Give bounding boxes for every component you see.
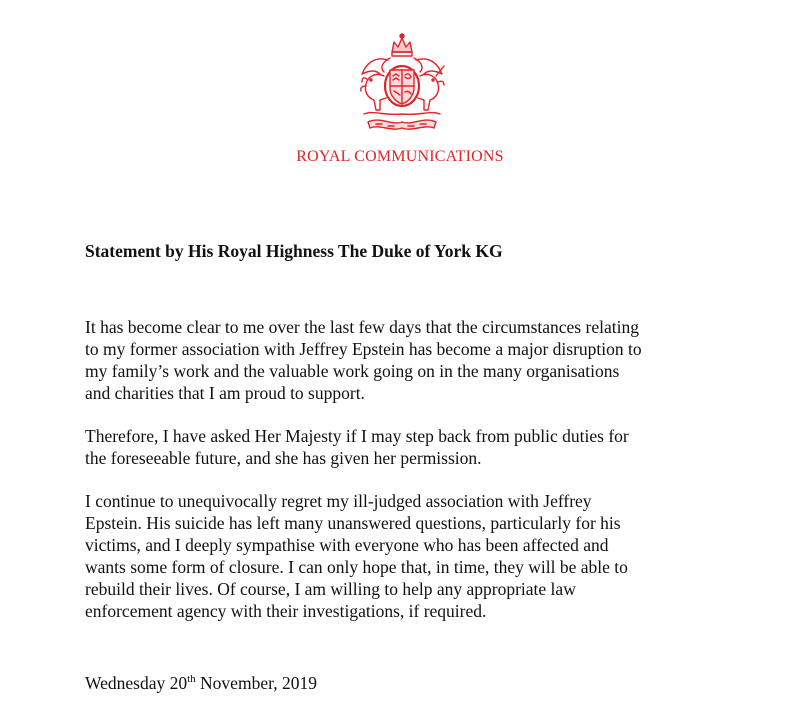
paragraph-line: to my former association with Jeffrey Epstein has become a major disruption to xyxy=(85,339,642,359)
paragraph-line: my family’s work and the valuable work going on in the many organisations xyxy=(85,361,620,381)
date-month-year: November, 2019 xyxy=(195,673,317,693)
paragraph-line: Therefore, I have asked Her Majesty if I may step back from public duties for xyxy=(85,426,629,446)
statement-date xyxy=(85,673,317,694)
paragraph-line: enforcement agency with their investigations, if required. xyxy=(85,601,487,621)
paragraph-line: It has become clear to me over the last few days that the circumstances relating xyxy=(85,317,639,337)
paragraph-line: the foreseeable future, and she has given her permission. xyxy=(85,448,482,468)
date-ordinal-suffix: th xyxy=(187,673,196,685)
statement-paragraph xyxy=(85,425,725,469)
paragraph-line: and charities that I am proud to support. xyxy=(85,383,365,403)
paragraph-line: victims, and I deeply sympathise with everyone who has been affected and xyxy=(85,535,609,555)
statement-paragraph xyxy=(85,490,725,622)
paragraph-line: Epstein. His suicide has left many unanswered questions, particularly for his xyxy=(85,513,621,533)
statement-paragraph xyxy=(85,316,725,404)
heading-text: ROYAL COMMUNICATIONS xyxy=(296,148,504,165)
paragraph-line: rebuild their lives. Of course, I am willing to help any appropriate law xyxy=(85,579,576,599)
statement-title: Statement by His Royal Highness The Duke of York KG xyxy=(85,241,503,261)
royal-communications-heading xyxy=(0,148,800,166)
paragraph-line: I continue to unequivocally regret my ill-judged association with Jeffrey xyxy=(85,491,592,511)
date-day: Wednesday 20 xyxy=(85,673,188,693)
paragraph-line: wants some form of closure. I can only hope that, in time, they will be able to xyxy=(85,557,628,577)
royal-coat-of-arms-icon xyxy=(344,30,460,138)
